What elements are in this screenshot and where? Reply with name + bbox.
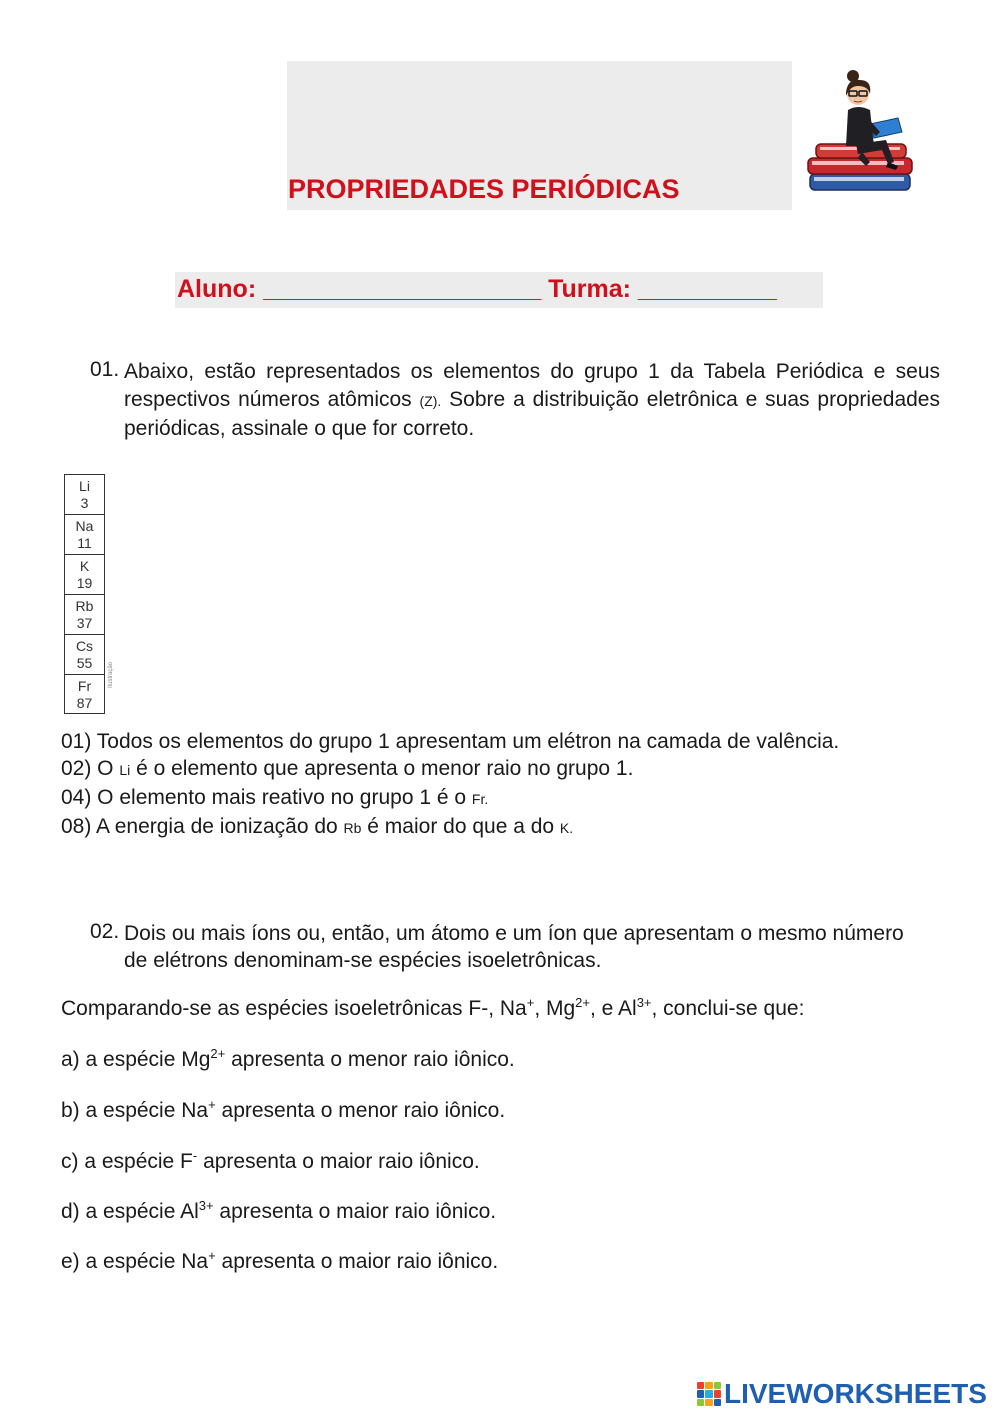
answer-a-text: a) a espécie Mg — [61, 1048, 211, 1071]
answer-c-text-end: apresenta o maior raio iônico. — [197, 1150, 480, 1173]
answer-c[interactable] — [61, 1150, 480, 1174]
option-02[interactable] — [61, 755, 839, 784]
logo-grid-square — [697, 1390, 704, 1397]
element-symbol: Fr — [77, 678, 92, 694]
logo-grid-square — [705, 1382, 712, 1389]
element-atomic-number: 3 — [80, 495, 89, 511]
page-title: PROPRIEDADES PERIÓDICAS — [288, 174, 680, 204]
question-1-options — [61, 728, 839, 842]
answer-d-charge: 3+ — [198, 1198, 214, 1213]
element-atomic-number: 55 — [76, 655, 93, 671]
question-1-z-label: (Z). — [419, 393, 442, 409]
element-cell-fr — [64, 674, 105, 714]
option-04-symbol: Fr. — [471, 791, 489, 807]
answer-a-charge: 2+ — [210, 1046, 226, 1061]
answer-b-charge: + — [208, 1097, 216, 1112]
element-symbol: Li — [79, 478, 90, 494]
answer-e[interactable] — [61, 1250, 498, 1274]
option-08-symbol-1: Rb — [343, 820, 362, 836]
answer-c-text: c) a espécie F — [61, 1150, 193, 1173]
answer-e-charge: + — [208, 1248, 216, 1263]
answer-d-text: d) a espécie Al — [61, 1200, 199, 1223]
option-08-text-mid: é maior do que a do — [361, 815, 560, 838]
comparison-sup-1: + — [526, 995, 535, 1010]
question-1-text-part-b: Sobre a distribuição eletrônica e suas propriedades periódicas, assinale o que for correto. — [124, 388, 940, 440]
element-symbol: K — [79, 558, 90, 574]
element-atomic-number: 87 — [76, 695, 93, 711]
question-1-text-part-a: Abaixo, estão representados os elementos do grupo 1 da Tabela Periódica e seus respectivos números atômicos — [124, 360, 940, 411]
answer-a-text-end: apresenta o menor raio iônico. — [225, 1048, 515, 1071]
logo-text: LIVEWORKSHEETS — [724, 1378, 987, 1409]
answer-a[interactable] — [61, 1048, 515, 1072]
teacher-avatar-illustration — [806, 66, 922, 206]
element-atomic-number: 11 — [77, 535, 92, 551]
option-08-text: 08) A energia de ionização do — [61, 815, 344, 838]
comparison-part-a: Comparando-se as espécies isoeletrônicas F-, Na — [61, 997, 527, 1020]
comparison-part-b: , Mg — [534, 997, 576, 1020]
answer-e-text-end: apresenta o maior raio iônico. — [215, 1250, 499, 1273]
element-symbol: Rb — [75, 598, 94, 614]
element-cell-rb — [64, 594, 105, 634]
logo-grid-square — [714, 1390, 721, 1397]
answer-b-text-end: apresenta o menor raio iônico. — [215, 1099, 506, 1122]
logo-grid-square — [714, 1382, 721, 1389]
option-04[interactable] — [61, 784, 839, 813]
element-cell-na — [64, 514, 105, 554]
group-1-element-table — [64, 474, 105, 714]
answer-c-charge: - — [192, 1148, 198, 1163]
liveworksheets-logo[interactable] — [697, 1378, 987, 1410]
logo-grid-square — [705, 1399, 712, 1406]
answer-d[interactable] — [61, 1200, 496, 1224]
option-08-symbol-2: K. — [559, 820, 574, 836]
logo-grid-icon — [697, 1382, 721, 1406]
answer-d-text-end: apresenta o maior raio iônico. — [213, 1200, 497, 1223]
table-watermark: Ilustração — [108, 661, 114, 688]
question-2-comparison — [61, 997, 804, 1021]
option-04-text: 04) O elemento mais reativo no grupo 1 é o — [61, 786, 472, 809]
comparison-part-d: , conclui-se que: — [651, 997, 805, 1020]
option-08[interactable] — [61, 813, 839, 842]
element-cell-cs — [64, 634, 105, 674]
comparison-sup-3: 3+ — [636, 995, 652, 1010]
element-atomic-number: 19 — [76, 575, 93, 591]
logo-grid-square — [705, 1390, 712, 1397]
element-atomic-number: 37 — [76, 615, 93, 631]
logo-grid-square — [697, 1399, 704, 1406]
answer-b[interactable] — [61, 1099, 505, 1123]
option-01[interactable]: 01) Todos os elementos do grupo 1 apresentam um elétron na camada de valência. — [61, 730, 840, 753]
option-02-text-end: é o elemento que apresenta o menor raio no grupo 1. — [130, 757, 634, 780]
comparison-sup-2: 2+ — [575, 995, 590, 1010]
option-02-symbol: Li — [119, 762, 131, 778]
logo-grid-square — [697, 1382, 704, 1389]
logo-grid-square — [714, 1399, 721, 1406]
answer-e-text: e) a espécie Na — [61, 1250, 209, 1273]
element-cell-li — [64, 474, 105, 514]
element-symbol: Cs — [75, 638, 94, 654]
answer-b-text: b) a espécie Na — [61, 1099, 209, 1122]
comparison-part-c: , e Al — [589, 997, 637, 1020]
question-1-number: 01. — [90, 358, 120, 381]
option-02-text: 02) O — [61, 757, 120, 780]
question-1-text — [124, 358, 940, 443]
element-symbol: Na — [75, 518, 94, 534]
question-2-number: 02. — [90, 920, 120, 943]
student-info-line[interactable]: Aluno: ____________________ Turma: __________ — [177, 275, 777, 303]
element-cell-k — [64, 554, 105, 594]
question-2-text: Dois ou mais íons ou, então, um átomo e um íon que apresentam o mesmo número de elétrons denominam-se espécies isoeletrônicas. — [124, 922, 904, 972]
